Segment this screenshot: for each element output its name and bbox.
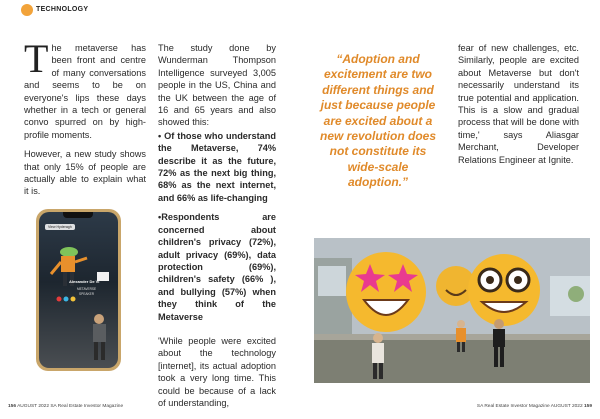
pull-quote: “Adoption and excitement are two different things and just because people are excited about a new revolution does not constitute its wide-scale adoption.” — [319, 52, 436, 190]
page-number-left: 156 — [8, 404, 17, 409]
phone-image — [36, 209, 121, 371]
phone-screen — [39, 212, 118, 368]
footer-right — [477, 404, 592, 409]
footer-right-text: SA Real Estate Investor Magazine AUGUST 2022 — [476, 404, 583, 409]
page-number-right: 159 — [583, 404, 592, 409]
phone-top-chip: View Hyderagh — [45, 224, 75, 230]
paragraph-study: The study done by Wunderman Thompson Intelligence surveyed 3,005 people in the US, China and the UK between the age of 16 and 65 years and also showed this: — [158, 43, 276, 128]
article-column-3 — [458, 42, 579, 173]
paragraph-intro-text: he metaverse has been front and centre of many conversations and seems to be on everyone's lips these days whether in a tech or general convo spurred on by high-profile moments. — [24, 43, 146, 140]
phone-user-subtitle-2: SPEAKER — [79, 292, 95, 296]
paragraph-continuation: fear of new challenges, etc. Similarly, people are excited about Metaverse but don't necessarily understand its true potential and application. This is a slow and gradual process that will be done with time,' says Aliasgar Merchant, Developer Relations Engineer at Ignite. — [458, 43, 579, 165]
footer-left-text: AUGUST 2022 SA Real Estate Investor Magazine — [17, 404, 124, 409]
footer-left — [8, 404, 123, 409]
bullet-understanding: • Of those who understand the Metaverse, 74% describe it as the future, 72% as the next big thing, 68% as the next internet, and 66% as life-changing — [158, 130, 276, 203]
article-column-2 — [158, 42, 276, 416]
phone-user-name: Alexander De Vi — [69, 279, 100, 284]
paragraph-study-stat: However, a new study shows that only 15% of people are actually able to explain what it is. — [24, 149, 146, 197]
metaverse-scene-image — [314, 238, 590, 383]
paragraph-quote-start: 'While people were excited about the technology [internet], its actual adoption took a very long time. This could be because of a lack of understanding, — [158, 335, 276, 408]
section-label: TECHNOLOGY — [36, 6, 89, 13]
drop-cap: T — [24, 36, 49, 81]
paragraph-intro — [24, 36, 146, 141]
phone-user-subtitle-1: METAVERSE — [77, 287, 97, 291]
metaverse-scene-illustration — [314, 238, 590, 383]
article-column-1 — [24, 36, 146, 205]
bullet-concerns: •Respondents are concerned about children's privacy (72%), adult privacy (69%), data protection (69%), children's safety (66% ), and bullying (57%) when they think of the Metaverse — [158, 212, 276, 322]
section-icon — [21, 4, 33, 16]
